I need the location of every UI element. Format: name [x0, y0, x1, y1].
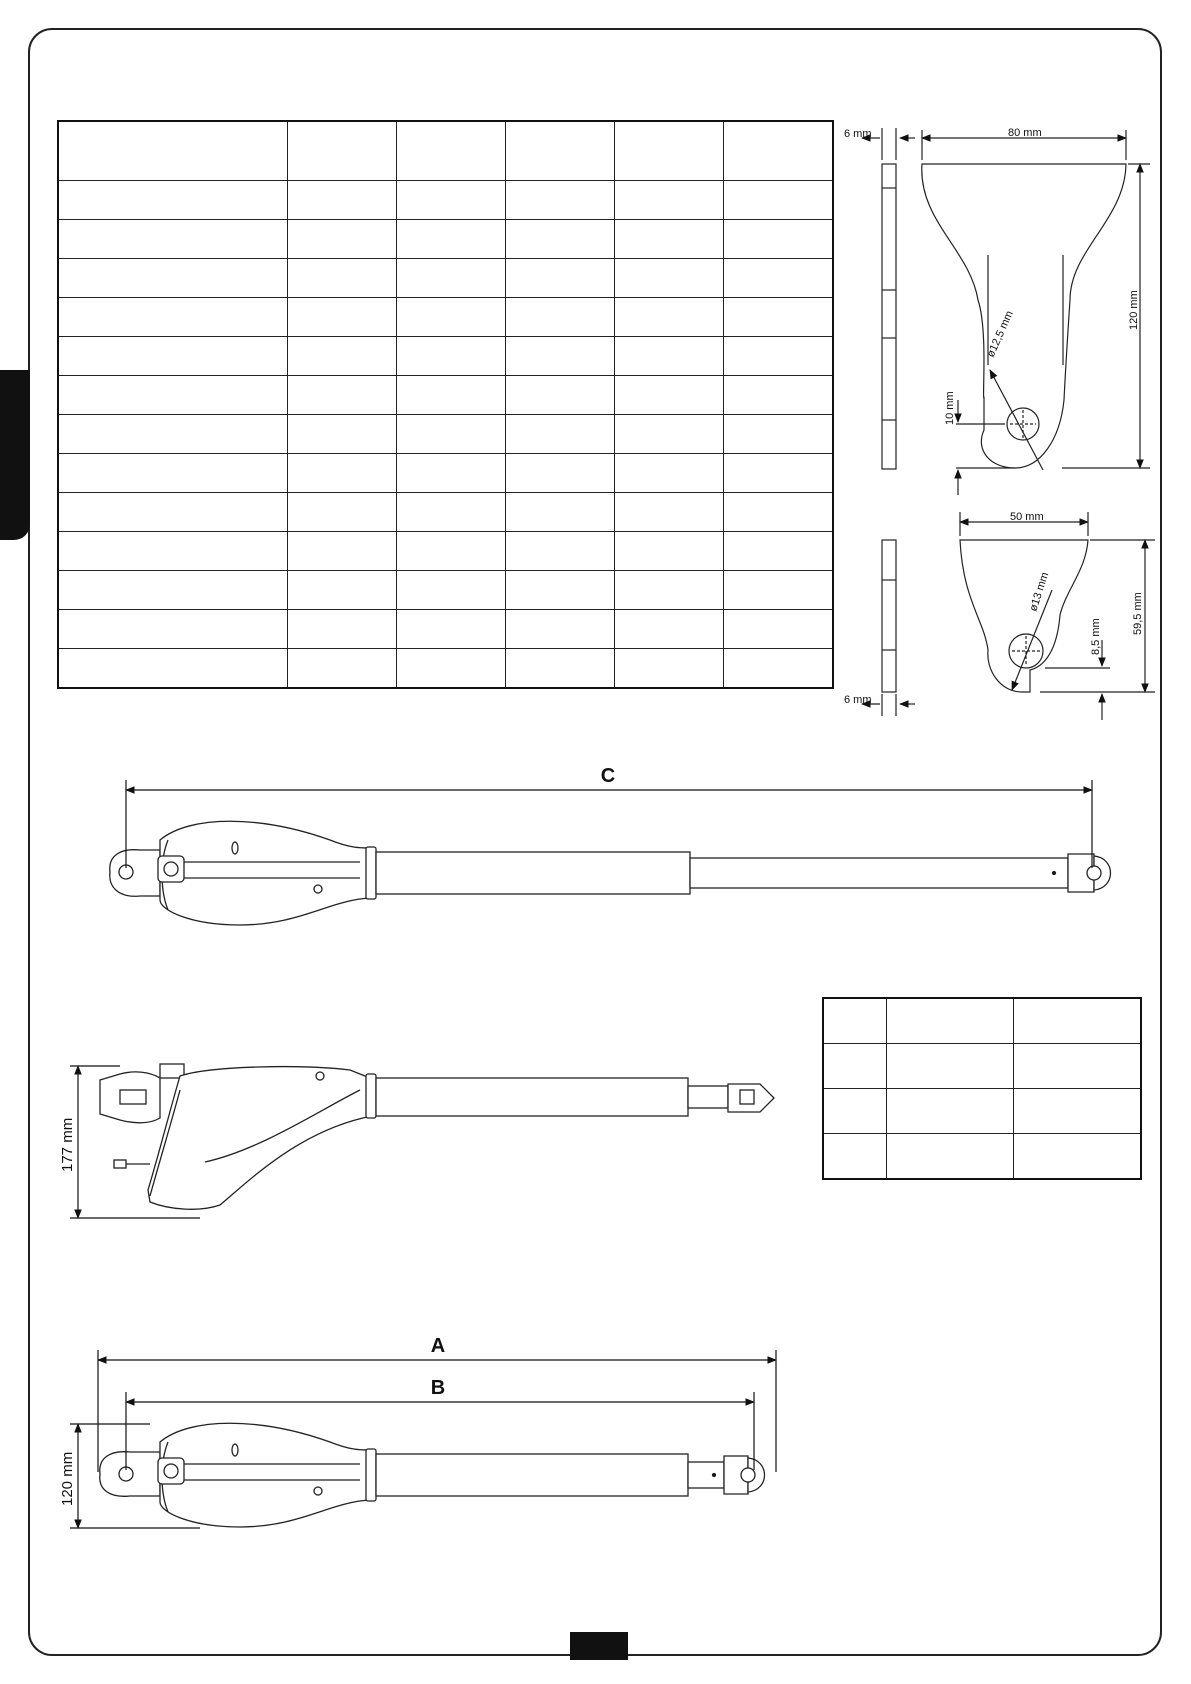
bracket-small-thickness-label: 6 mm — [844, 694, 872, 706]
bracket-small-hole-label: ø13 mm — [1027, 570, 1052, 613]
bracket-small-height-label: 59,5 mm — [1132, 592, 1144, 635]
dimension-a-label: A — [430, 1335, 446, 1357]
actuator-extended-drawing — [110, 821, 1111, 925]
bracket-small-width-label: 50 mm — [1010, 511, 1044, 523]
bracket-large-thickness-label: 6 mm — [844, 128, 872, 140]
bracket-large-hole-label: ø12,5 mm — [984, 309, 1016, 360]
bracket-large-width-label: 80 mm — [1008, 127, 1042, 139]
height-177-label: 177 mm — [59, 1117, 76, 1172]
dimension-c-label: C — [600, 765, 616, 787]
bracket-small-offset-label: 8,5 mm — [1090, 618, 1102, 655]
bracket-small-drawing — [862, 512, 1155, 720]
bracket-large-height-label: 120 mm — [1128, 290, 1140, 330]
actuator-retracted-drawing — [100, 1423, 765, 1527]
bracket-large-offset-label: 10 mm — [944, 391, 956, 425]
height-120-label: 120 mm — [59, 1451, 76, 1506]
actuator-side-drawing — [100, 1064, 774, 1209]
dimension-b-label: B — [430, 1377, 446, 1399]
